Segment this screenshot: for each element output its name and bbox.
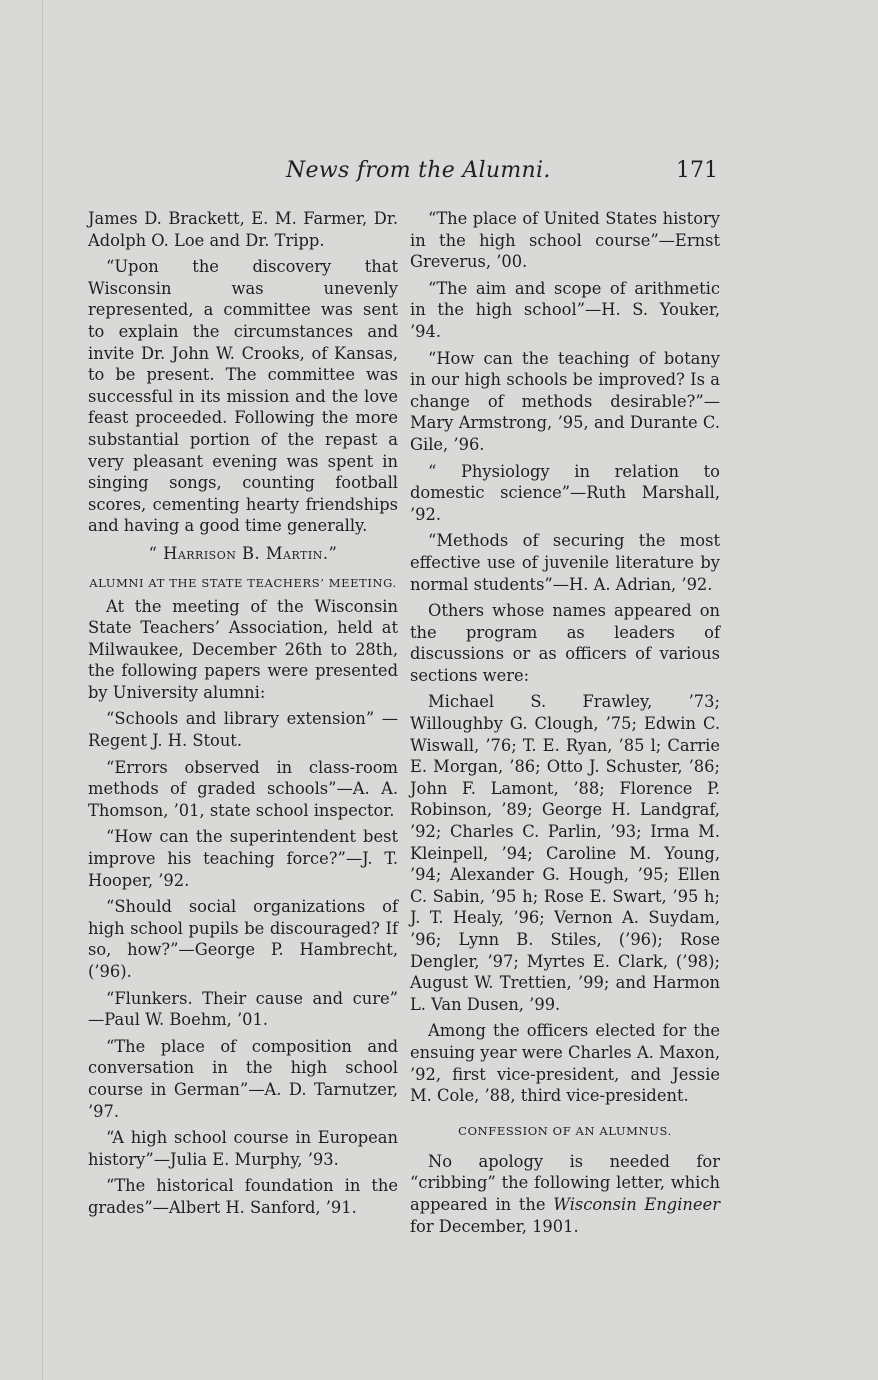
signature bbox=[88, 543, 398, 565]
paragraph: Others whose names appeared on the program as leaders of discussions or as officers of various sections were: bbox=[410, 601, 720, 685]
page-edge-line bbox=[42, 0, 43, 1380]
paragraph: “Should social organizations of high school pupils be discouraged? If so, how?”—George P. Hambrecht, (’96). bbox=[88, 897, 398, 981]
paragraph bbox=[410, 1151, 720, 1237]
paragraph: “The aim and scope of arithmetic in the high school”—H. S. Youker, ’94. bbox=[410, 278, 720, 341]
paragraph: Among the officers elected for the ensuing year were Charles A. Maxon, ’92, first vice-president, and Jessie M. Cole, ’88, third vice-president. bbox=[410, 1021, 720, 1106]
text-span: No apology is needed for “cribbing” the following letter, which appeared in the bbox=[410, 1151, 720, 1214]
signature-text: “ Harrison B. Martin.” bbox=[148, 543, 338, 563]
page-number: 171 bbox=[676, 158, 718, 183]
paragraph: “Methods of securing the most effective use of juvenile literature by normal students”—H. A. Adrian, ’92. bbox=[410, 531, 720, 594]
text-span: for December, 1901. bbox=[410, 1216, 579, 1236]
left-column bbox=[88, 208, 398, 1224]
section-heading: CONFESSION OF AN ALUMNUS. bbox=[458, 1123, 672, 1138]
paragraph: James D. Brackett, E. M. Farmer, Dr. Adolph O. Loe and Dr. Tripp. bbox=[88, 209, 398, 250]
paragraph: “The historical foundation in the grades”—Albert H. Sanford, ’91. bbox=[88, 1176, 398, 1217]
section-heading: ALUMNI AT THE STATE TEACHERS’ MEETING. bbox=[89, 575, 397, 590]
paragraph: At the meeting of the Wisconsin State Teachers’ Association, held at Milwaukee, December 26th to 28th, the following papers were presented by University alumni: bbox=[88, 596, 398, 702]
paragraph: Michael S. Frawley, ’73; Willoughby G. Clough, ’75; Edwin C. Wiswall, ’76; T. E. Ryan, ’85 l; Carrie E. Morgan, ’86; Otto J. Schuster, ’86; John F. Lamont, ’88; Florence P. Robinson, ’89; George H. Landgraf, ’92; Charles C. Parlin, ’93; Irma M. Kleinpell, ’94; Caroline M. Young, ’94; Alexander G. Hough, ’95; Ellen C. Sabin, ’95 h; Rose E. Swart, ’95 h; J. T. Healy, ’96; Vernon A. Suydam, ’96; Lynn B. Stiles, (’96); Rose Dengler, ’97; Myrtes E. Clark, (’98); August W. Trettien, ’99; and Harmon L. Van Dusen, ’99. bbox=[410, 692, 720, 1014]
paragraph: “The place of composition and conversation in the high school course in German”—A. D. Tarnutzer, ’97. bbox=[88, 1036, 398, 1121]
paragraph: “How can the teaching of botany in our high schools be improved? Is a change of methods desirable?”—Mary Armstrong, ’95, and Durante C. Gile, ’96. bbox=[410, 348, 720, 454]
paragraph: “A high school course in European history”—Julia E. Murphy, ’93. bbox=[88, 1128, 398, 1169]
paragraph: “Schools and library extension” —Regent J. H. Stout. bbox=[88, 709, 398, 751]
paragraph: “How can the superintendent best improve his teaching force?”—J. T. Hooper, ’92. bbox=[88, 827, 398, 890]
paragraph: “The place of United States history in the high school course”—Ernst Greverus, ’00. bbox=[410, 209, 720, 272]
paragraph: “ Physiology in relation to domestic science”—Ruth Marshall, ’92. bbox=[410, 461, 720, 524]
right-column bbox=[410, 208, 720, 1242]
running-title: News from the Alumni. bbox=[286, 158, 551, 183]
paragraph: “Upon the discovery that Wisconsin was unevenly represented, a committee was sent to explain the circumstances and invite Dr. John W. Crooks, of Kansas, to be present. The committee was successful in its mission and the love feast proceeded. Following the more substantial portion of the repast a very pleasant evening was spent in singing songs, counting football scores, cementing hearty friendships and having a good time generally. bbox=[88, 257, 398, 536]
paragraph: “Flunkers. Their cause and cure” —Paul W. Boehm, ’01. bbox=[88, 988, 398, 1030]
publication-title: Wisconsin Engineer bbox=[553, 1194, 720, 1214]
page-header bbox=[88, 158, 718, 188]
paragraph: “Errors observed in class-room methods of graded schools”—A. A. Thomson, ’01, state school inspector. bbox=[88, 757, 398, 820]
